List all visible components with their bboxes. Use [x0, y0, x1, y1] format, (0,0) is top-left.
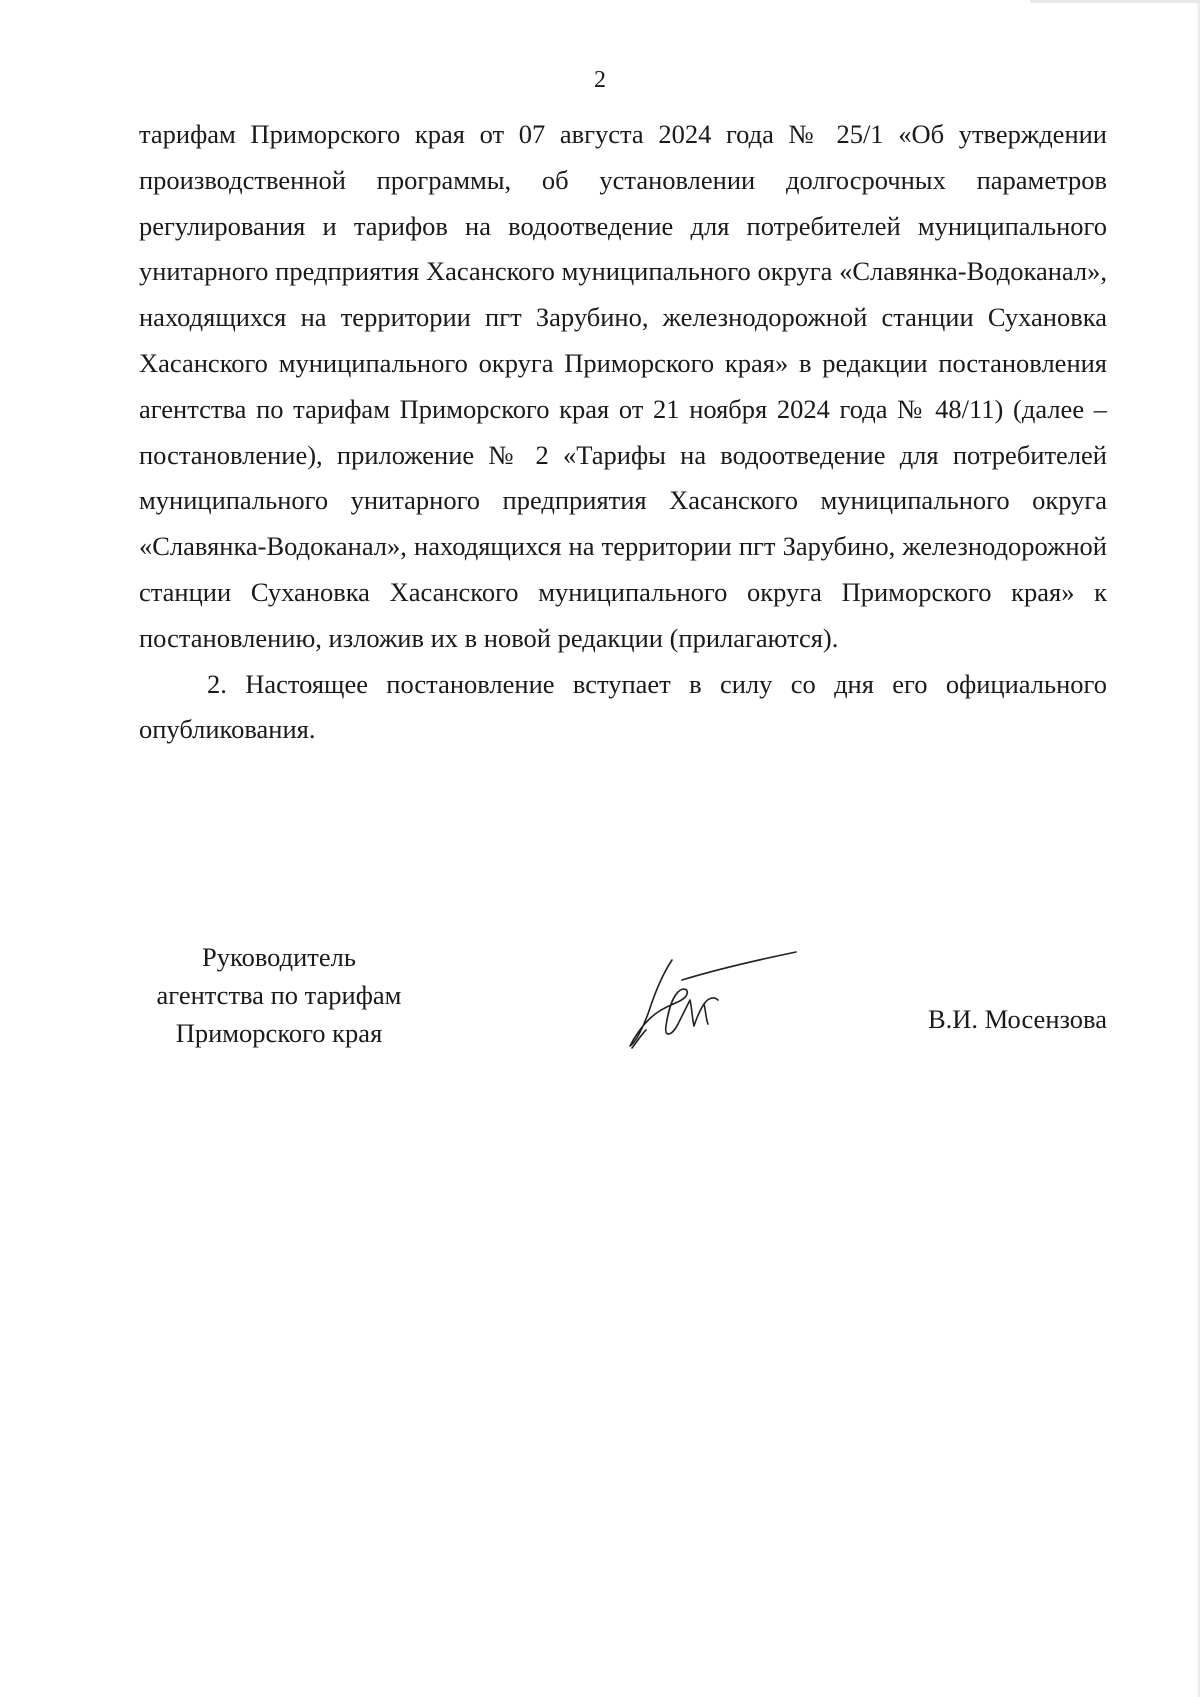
- document-body: [139, 112, 1107, 753]
- position-line-1: Руководитель: [202, 942, 356, 972]
- signatory-name: В.И. Мосензова: [927, 1004, 1107, 1034]
- paragraph-2-effective-date: 2. Настоящее постановление вступает в силу со дня его официального опубликования.: [139, 668, 1107, 745]
- position-line-2: агентства по тарифам: [156, 980, 402, 1010]
- scan-artifact: [1030, 0, 1200, 3]
- signatory-position: [139, 938, 419, 1052]
- position-line-3: Приморского края: [175, 1018, 383, 1048]
- page-number: 2: [594, 67, 606, 93]
- paragraph-1-continuation: тарифам Приморского края от 07 августа 2024 года № 25/1 «Об утверждении производственной программы, об установлении долгосрочных параметров регулирования и тарифов на водоотведение для потребителей муниципального унитарного предприятия Хасанского муниципального округа «Славянка-Водоканал», находящихся на территории пгт Зарубино, железнодорожной станции Сухановка Хасанского муниципального округа Приморского края» в редакции постановления агентства по тарифам Приморского края от 21 ноября 2024 года № 48/11) (далее – постановление), приложение № 2 «Тарифы на водоотведение для потребителей муниципального унитарного предприятия Хасанского муниципального округа «Славянка-Водоканал», находящихся на территории пгт Зарубино, железнодорожной станции Сухановка Хасанского муниципального округа Приморского края» к постановлению, изложив их в новой редакции (прилагаются).: [139, 119, 1107, 653]
- handwritten-signature-icon: [628, 950, 798, 1050]
- page-edge-shadow: [1196, 0, 1200, 1697]
